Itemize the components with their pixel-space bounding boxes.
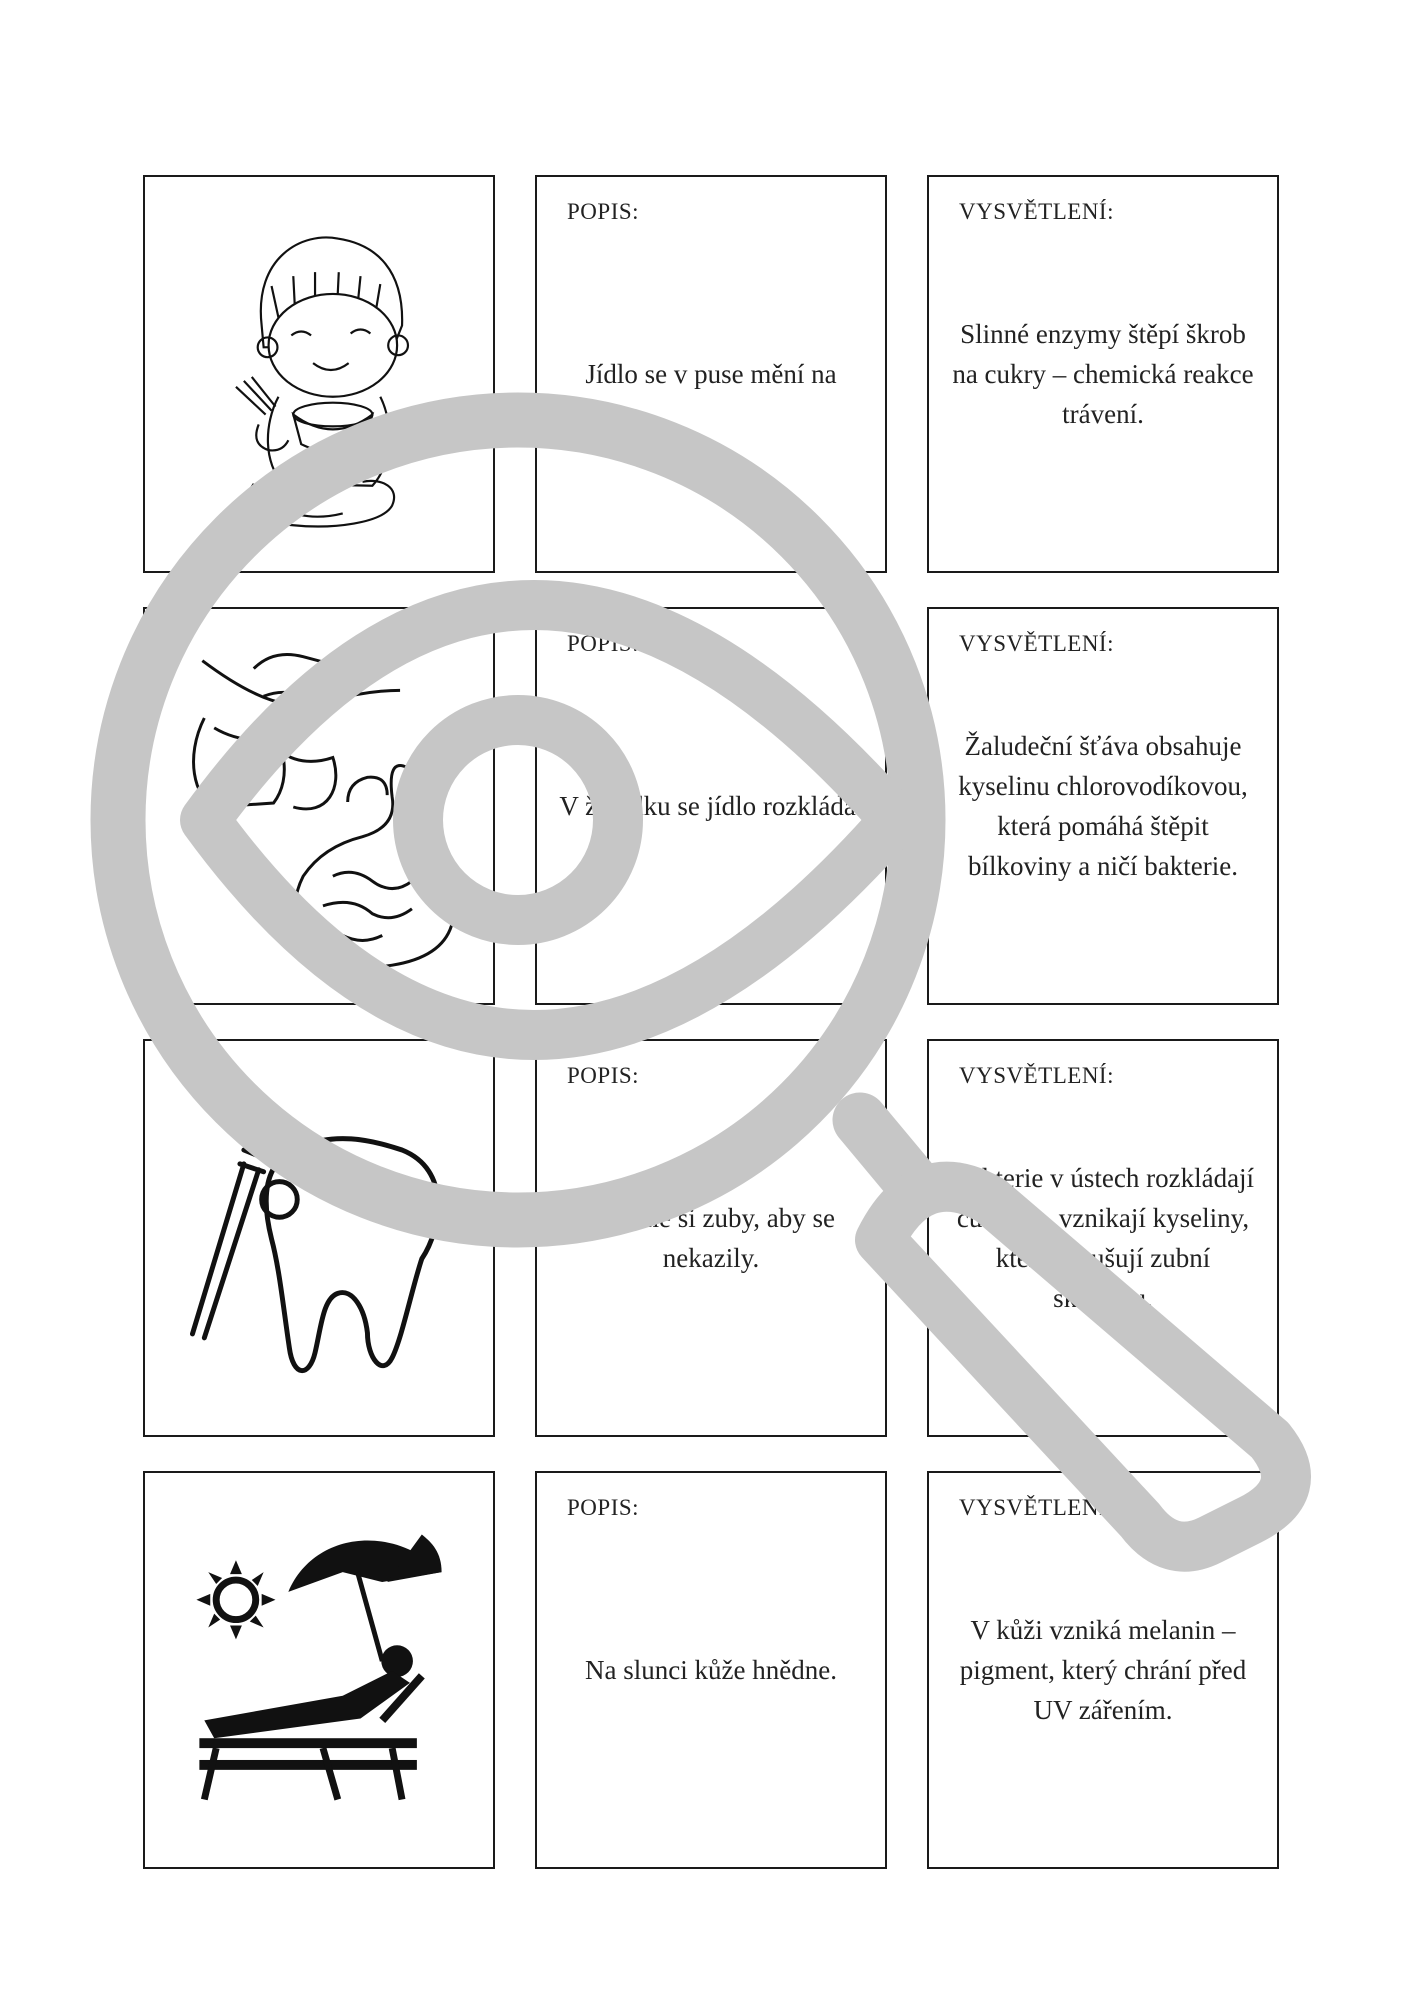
sunbathing-icon [145,1473,493,1867]
illustration-card-2 [143,607,495,1005]
child-eating-icon [145,177,493,571]
illustration-card-4 [143,1471,495,1869]
vysvetleni-card-3 [927,1039,1279,1437]
popis-card-4 [535,1471,887,1869]
vysvetleni-card-4 [927,1471,1279,1869]
popis-card-2 [535,607,887,1005]
vysvetleni-text: Bakterie v ústech rozkládají cukry → vznikají kyseliny, které narušují zubní sklovinu. [951,1163,1255,1313]
popis-label: POPIS: [567,1495,640,1520]
popis-text: Jídlo se v puse mění na [585,359,837,389]
stomach-intestines-icon [145,609,493,1003]
popis-label: POPIS: [567,199,640,224]
vysvetleni-label: VYSVĚTLENÍ: [959,199,1114,224]
popis-text: Čistíme si zuby, aby se nekazily. [587,1203,835,1273]
vysvetleni-text: Slinné enzymy štěpí škrob na cukry – chemická reakce trávení. [952,319,1254,429]
popis-label: POPIS: [567,1063,640,1088]
popis-card-3 [535,1039,887,1437]
tooth-brush-icon [145,1041,493,1435]
illustration-card-3 [143,1039,495,1437]
vysvetleni-text: V kůži vzniká melanin – pigment, který chrání před UV zářením. [959,1615,1247,1725]
illustration-card-1 [143,175,495,573]
vysvetleni-label: VYSVĚTLENÍ: [959,1495,1114,1520]
popis-text: Na slunci kůže hnědne. [585,1655,837,1685]
vysvetleni-card-1 [927,175,1279,573]
vysvetleni-label: VYSVĚTLENÍ: [959,631,1114,656]
vysvetleni-card-2 [927,607,1279,1005]
vysvetleni-label: VYSVĚTLENÍ: [959,1063,1114,1088]
popis-label: POPIS: [567,631,640,656]
popis-card-1 [535,175,887,573]
popis-text: V žaludku se jídlo rozkládá. [559,791,863,821]
vysvetleni-text: Žaludeční šťáva obsahuje kyselinu chlorovodíkovou, která pomáhá štěpit bílkoviny a ničí bakterie. [958,731,1248,881]
